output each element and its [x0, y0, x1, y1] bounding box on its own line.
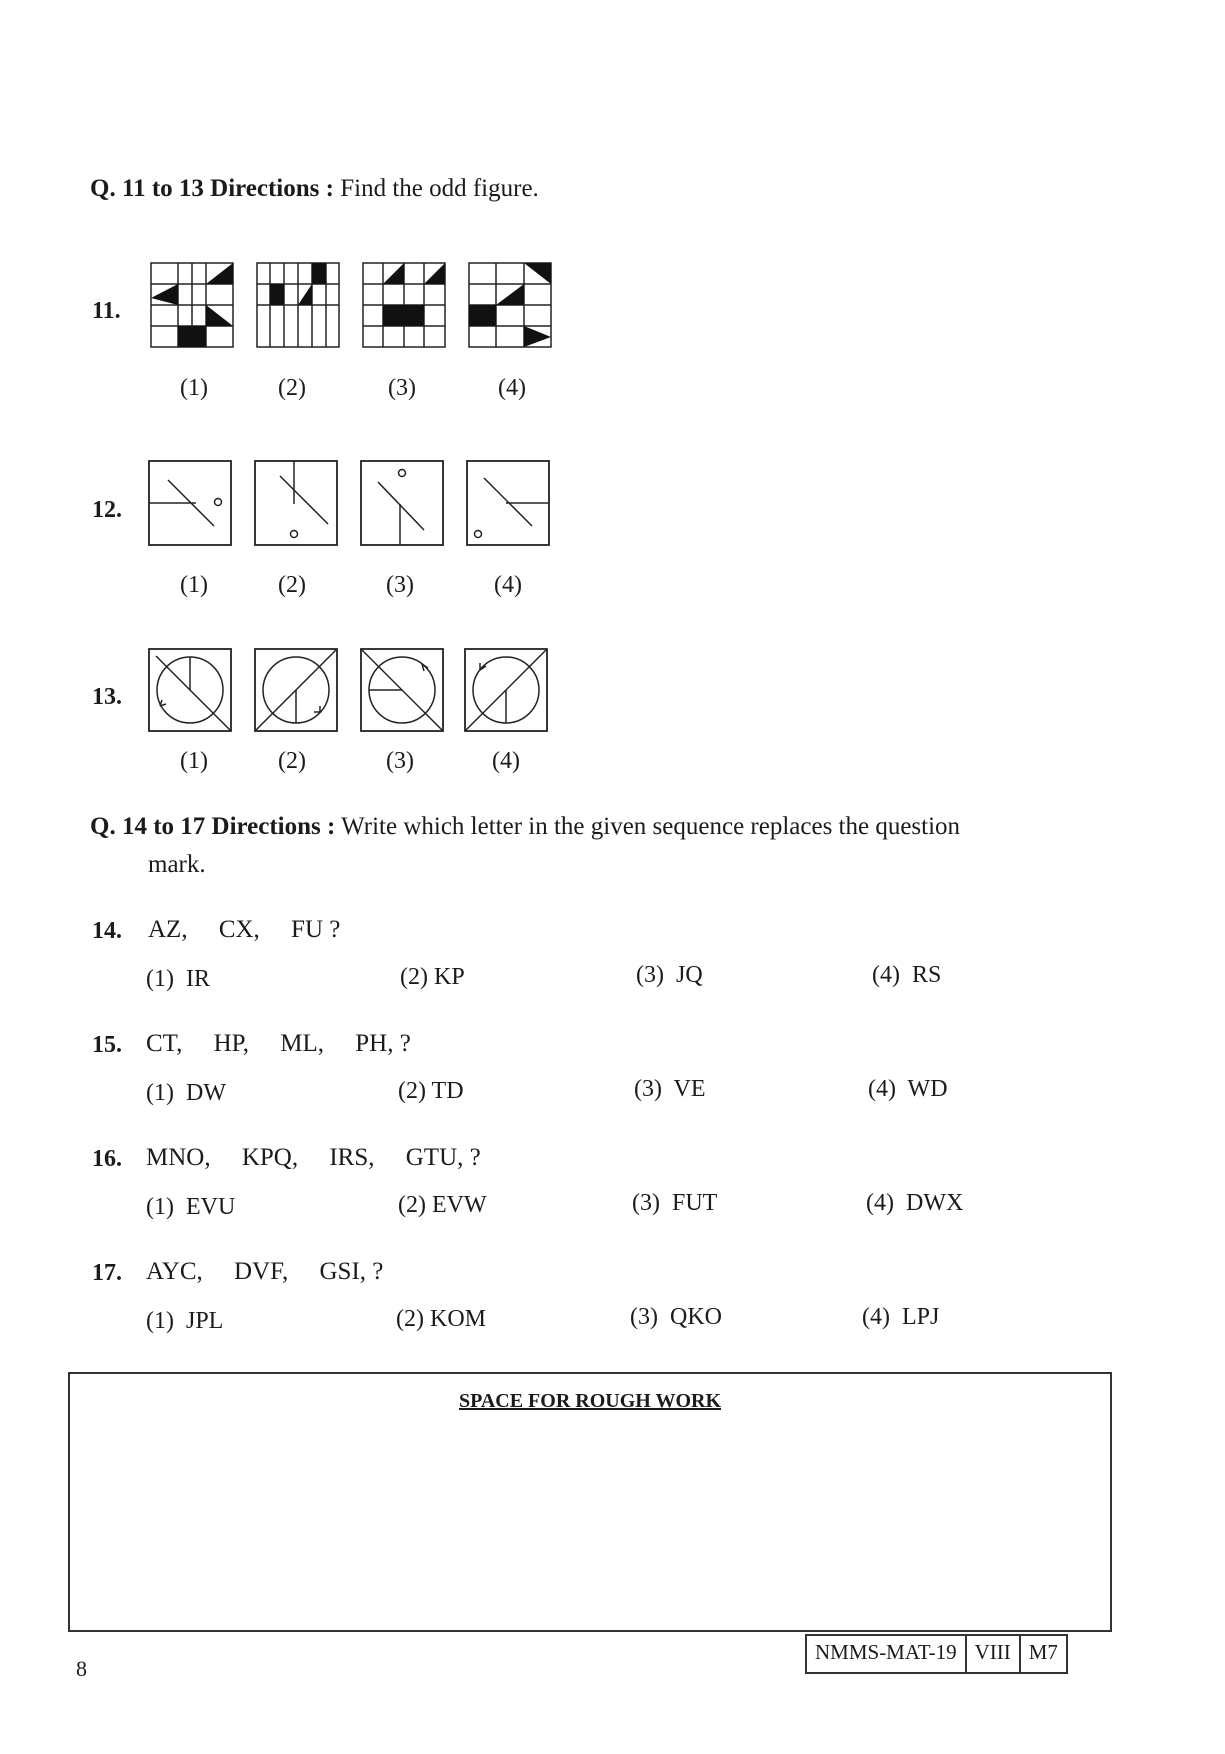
q15-option-2[interactable]: (2) TD: [398, 1078, 464, 1104]
question-15-sequence: CT, HP, ML, PH, ?: [146, 1030, 411, 1057]
q17-option-2[interactable]: (2) KOM: [396, 1306, 486, 1332]
q11-figure-2[interactable]: [256, 262, 340, 348]
section-b-directions: [90, 808, 1090, 846]
q14-option-2[interactable]: (2) KP: [400, 964, 465, 990]
q13-figure-2[interactable]: [254, 648, 338, 732]
question-13-number: 13.: [92, 684, 122, 710]
question-16-sequence: MNO, KPQ, IRS, GTU, ?: [146, 1144, 481, 1171]
exam-code: NMMS-MAT-19: [815, 1640, 957, 1664]
q16-option-4[interactable]: (4) DWX: [866, 1190, 964, 1216]
exam-code-box: [805, 1634, 1068, 1674]
q17-option-4[interactable]: (4) LPJ: [862, 1304, 940, 1330]
question-14-number: 14.: [92, 918, 122, 944]
q16-option-1[interactable]: (1) EVU: [146, 1194, 236, 1220]
question-15-number: 15.: [92, 1032, 122, 1058]
q12-figure-3[interactable]: [360, 460, 444, 546]
q14-option-4[interactable]: (4) RS: [872, 962, 942, 988]
q16-option-3[interactable]: (3) FUT: [632, 1190, 718, 1216]
q12-figure-4[interactable]: [466, 460, 550, 546]
q15-option-3[interactable]: (3) VE: [634, 1076, 706, 1102]
q13-label-2: (2): [278, 748, 306, 774]
exam-class: VIII: [965, 1636, 1019, 1672]
question-17-sequence: AYC, DVF, GSI, ?: [146, 1258, 384, 1285]
q12-figure-1[interactable]: [148, 460, 232, 546]
q13-figure-4[interactable]: [464, 648, 548, 732]
section-b-directions-label: Q. 14 to 17 Directions :: [90, 813, 336, 840]
q11-figure-3[interactable]: [362, 262, 446, 348]
q14-option-3[interactable]: (3) JQ: [636, 962, 703, 988]
q11-figure-4[interactable]: [468, 262, 552, 348]
q16-option-2[interactable]: (2) EVW: [398, 1192, 487, 1218]
section-a-directions: [90, 170, 539, 208]
q17-option-3[interactable]: (3) QKO: [630, 1304, 722, 1330]
q12-label-4: (4): [494, 572, 522, 598]
q11-figure-1[interactable]: [150, 262, 234, 348]
section-a-directions-text: Find the odd figure.: [340, 175, 539, 202]
q11-label-4: (4): [498, 375, 526, 401]
question-14-sequence: AZ, CX, FU ?: [148, 916, 341, 943]
q17-option-1[interactable]: (1) JPL: [146, 1308, 224, 1334]
q11-label-2: (2): [278, 375, 306, 401]
question-17-number: 17.: [92, 1260, 122, 1286]
q14-option-1[interactable]: (1) IR: [146, 966, 210, 992]
rough-work-title: SPACE FOR ROUGH WORK: [458, 1390, 722, 1412]
q11-label-1: (1): [180, 375, 208, 401]
q12-figure-2[interactable]: [254, 460, 338, 546]
section-a-directions-label: Q. 11 to 13 Directions :: [90, 175, 334, 202]
question-16-number: 16.: [92, 1146, 122, 1172]
section-b-directions-text: Write which letter in the given sequence replaces the question: [341, 813, 961, 840]
q13-label-1: (1): [180, 748, 208, 774]
q12-label-1: (1): [180, 572, 208, 598]
q12-label-2: (2): [278, 572, 306, 598]
question-12-number: 12.: [92, 497, 122, 523]
q13-figure-1[interactable]: [148, 648, 232, 732]
question-11-number: 11.: [92, 298, 121, 324]
q13-figure-3[interactable]: [360, 648, 444, 732]
q15-option-4[interactable]: (4) WD: [868, 1076, 948, 1102]
q13-label-4: (4): [492, 748, 520, 774]
exam-set: M7: [1019, 1636, 1066, 1672]
section-b-directions-cont: mark.: [148, 851, 206, 878]
q12-label-3: (3): [386, 572, 414, 598]
q11-label-3: (3): [388, 375, 416, 401]
q15-option-1[interactable]: (1) DW: [146, 1080, 226, 1106]
q13-label-3: (3): [386, 748, 414, 774]
rough-work-box[interactable]: [68, 1372, 1112, 1632]
page-number: 8: [76, 1656, 87, 1681]
